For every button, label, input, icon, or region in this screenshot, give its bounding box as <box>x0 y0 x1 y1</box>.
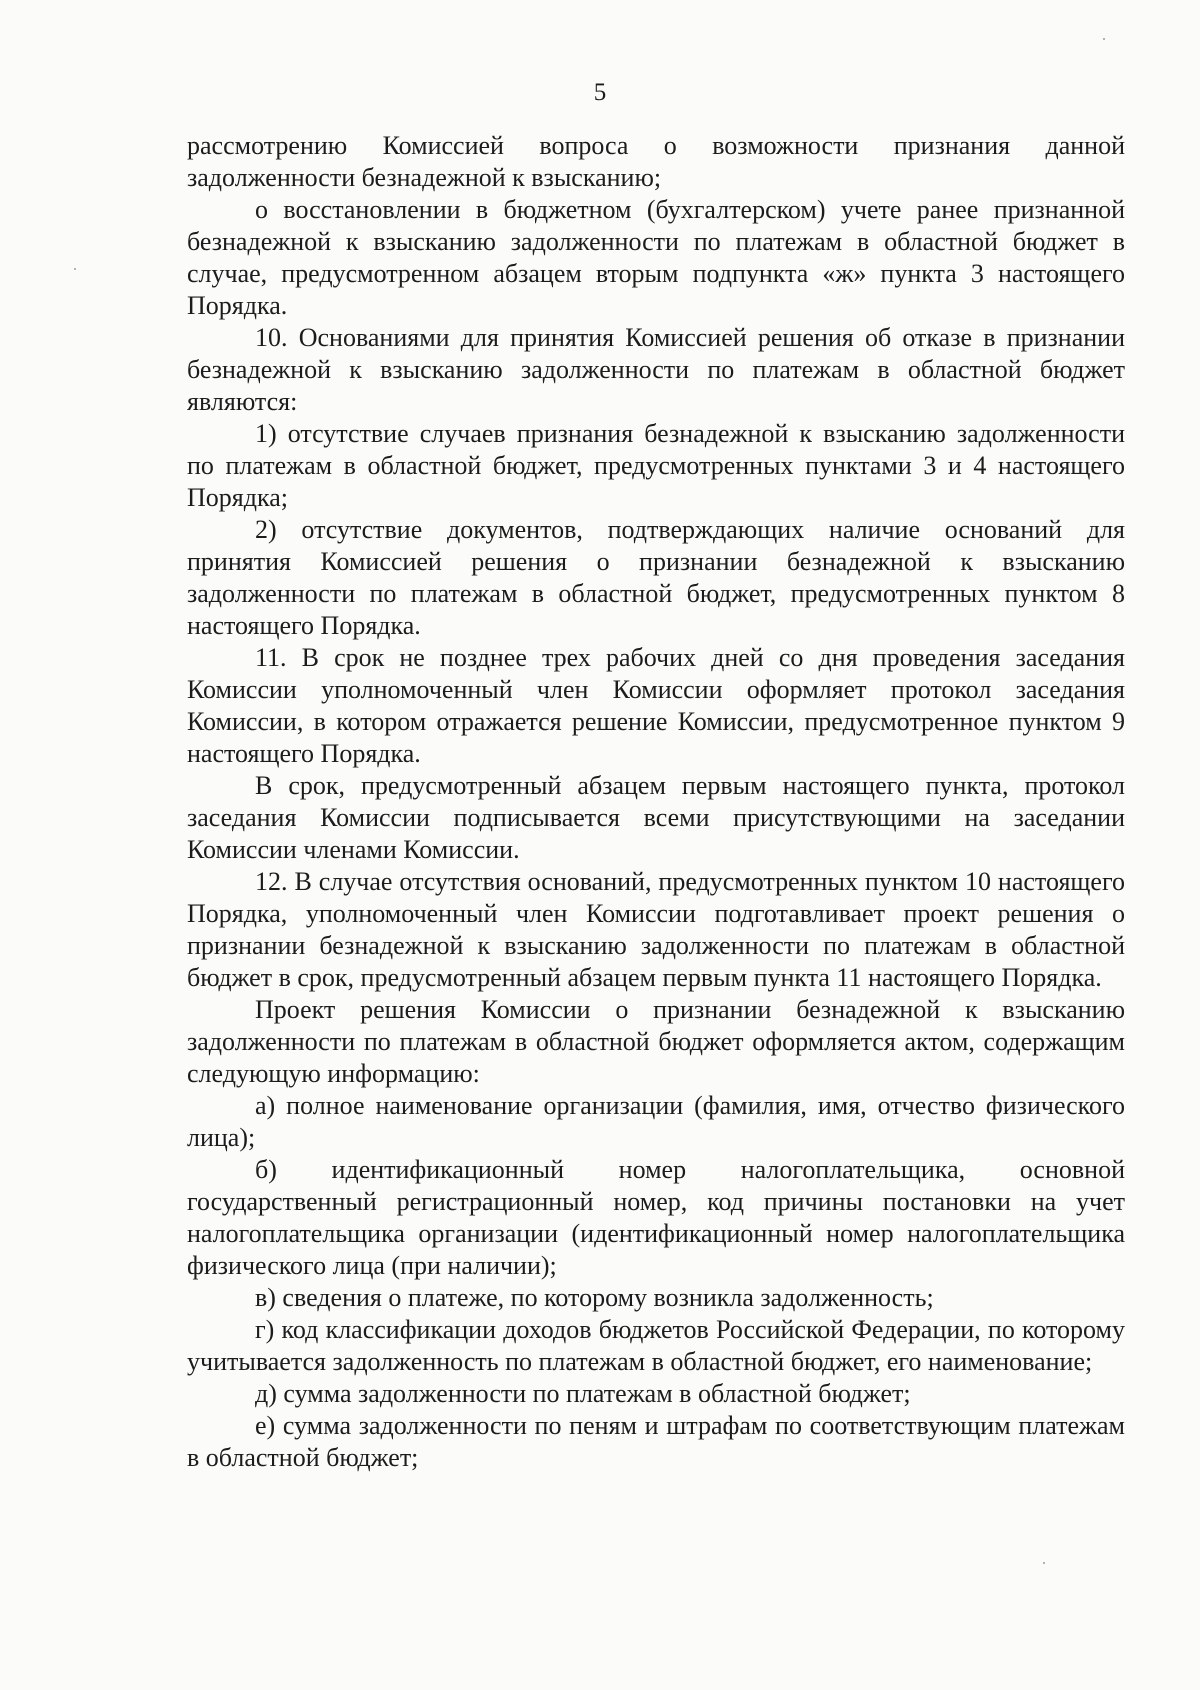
page-number: 5 <box>593 79 607 106</box>
paragraph: 10. Основаниями для принятия Комиссией решения об отказе в признании безнадежной к взысканию задолженности по платежам в областной бюджет являются: <box>187 323 1125 416</box>
paragraph: 1) отсутствие случаев признания безнадежной к взысканию задолженности по платежам в областной бюджет, предусмотренных пунктами 3 и 4 настоящего Порядка; <box>187 419 1125 512</box>
paragraph: д) сумма задолженности по платежам в областной бюджет; <box>255 1379 911 1408</box>
paragraph: б) идентификационный номер налогоплательщика, основной государственный регистрационный номер, код причины постановки на учет налогоплательщика организации (идентификационный номер налогоплательщика физического лица (при наличии); <box>187 1155 1125 1280</box>
document-body <box>187 130 1125 1474</box>
scan-speck <box>74 268 76 270</box>
scan-speck <box>1043 1562 1045 1564</box>
paragraph: рассмотрению Комиссией вопроса о возможности признания данной задолженности безнадежной к взысканию; <box>187 131 1125 192</box>
paragraph: 12. В случае отсутствия оснований, предусмотренных пунктом 10 настоящего Порядка, уполномоченный член Комиссии подготавливает проект решения о признании безнадежной к взысканию задолженности по платежам в областной бюджет в срок, предусмотренный абзацем первым пункта 11 настоящего Порядка. <box>187 867 1125 992</box>
paragraph: в) сведения о платеже, по которому возникла задолженность; <box>255 1283 934 1312</box>
paragraph: а) полное наименование организации (фамилия, имя, отчество физического лица); <box>187 1091 1125 1152</box>
paragraph: В срок, предусмотренный абзацем первым настоящего пункта, протокол заседания Комиссии подписывается всеми присутствующими на заседании Комиссии членами Комиссии. <box>187 771 1125 864</box>
paragraph: е) сумма задолженности по пеням и штрафам по соответствующим платежам в областной бюджет; <box>187 1411 1125 1472</box>
paragraph: о восстановлении в бюджетном (бухгалтерском) учете ранее признанной безнадежной к взысканию задолженности по платежам в областной бюджет в случае, предусмотренном абзацем вторым подпункта «ж» пункта 3 настоящего Порядка. <box>187 195 1125 320</box>
paragraph: Проект решения Комиссии о признании безнадежной к взысканию задолженности по платежам в областной бюджет оформляется актом, содержащим следующую информацию: <box>187 995 1125 1088</box>
scan-speck <box>1103 38 1105 40</box>
paragraph: г) код классификации доходов бюджетов Российской Федерации, по которому учитывается задолженность по платежам в областной бюджет, его наименование; <box>187 1315 1125 1376</box>
paragraph: 11. В срок не позднее трех рабочих дней со дня проведения заседания Комиссии уполномоченный член Комиссии оформляет протокол заседания Комиссии, в котором отражается решение Комиссии, предусмотренное пунктом 9 настоящего Порядка. <box>187 643 1125 768</box>
paragraph: 2) отсутствие документов, подтверждающих наличие оснований для принятия Комиссией решения о признании безнадежной к взысканию задолженности по платежам в областной бюджет, предусмотренных пунктом 8 настоящего Порядка. <box>187 515 1125 640</box>
